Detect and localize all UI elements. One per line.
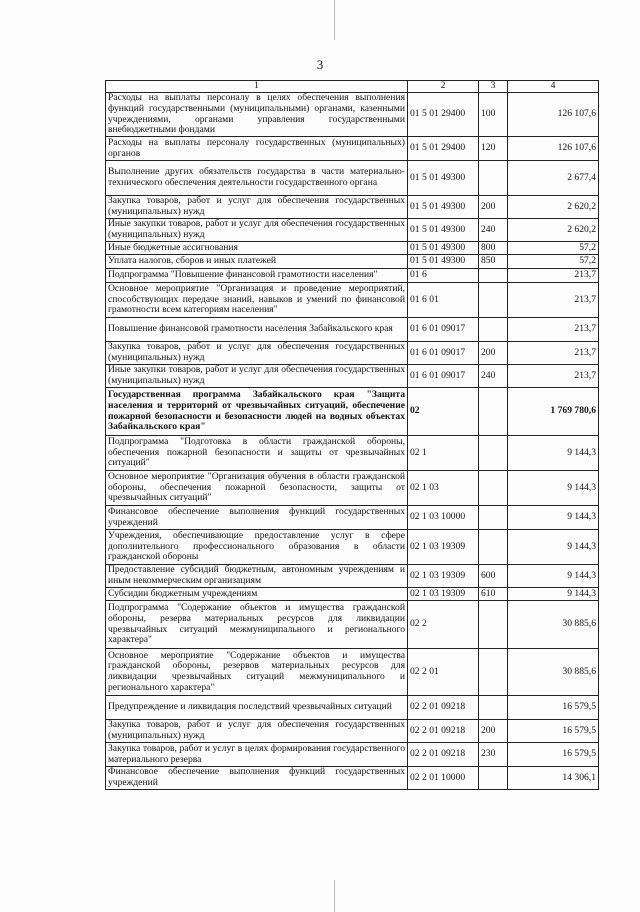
row-code-cell: 01 5 01 49300 xyxy=(408,242,479,255)
row-type-cell xyxy=(479,318,508,342)
table-row xyxy=(106,720,599,743)
row-name-cell: Подпрограмма "Содержание объектов и имущества гражданской обороны, резерва материальных ресурсов для ликвидации чрезвычайных ситуаций межмуниципального и регионального характера" xyxy=(106,601,408,649)
row-sum-cell: 126 107,6 xyxy=(508,93,599,137)
table-row xyxy=(106,471,599,506)
row-type-cell: 610 xyxy=(479,588,508,601)
row-sum-cell: 1 769 780,6 xyxy=(508,388,599,436)
table-row xyxy=(106,196,599,219)
table-row xyxy=(106,161,599,196)
row-type-cell: 230 xyxy=(479,743,508,767)
row-type-cell xyxy=(479,767,508,790)
row-sum-cell: 9 144,3 xyxy=(508,436,599,471)
table-row xyxy=(106,649,599,696)
row-code-cell: 02 2 01 10000 xyxy=(408,767,479,790)
table-row xyxy=(106,318,599,342)
row-code-cell: 01 6 01 09017 xyxy=(408,342,479,365)
row-type-cell xyxy=(479,601,508,649)
header-sum: 4 xyxy=(508,81,599,93)
row-type-cell: 200 xyxy=(479,342,508,365)
table-header-row xyxy=(106,81,599,93)
row-type-cell: 100 xyxy=(479,93,508,137)
row-type-cell: 200 xyxy=(479,196,508,219)
table-row xyxy=(106,93,599,137)
row-code-cell: 02 xyxy=(408,388,479,436)
row-sum-cell: 9 144,3 xyxy=(508,471,599,506)
row-sum-cell: 9 144,3 xyxy=(508,565,599,588)
row-type-cell xyxy=(479,506,508,530)
scan-fold-line-bottom xyxy=(334,880,335,912)
row-type-cell xyxy=(479,649,508,696)
row-name-cell: Закупка товаров, работ и услуг в целях формирования государственного материального резерва xyxy=(106,743,408,767)
row-name-cell: Субсидии бюджетным учреждениям xyxy=(106,588,408,601)
row-name-cell: Расходы на выплаты персоналу государственных (муниципальных) органов xyxy=(106,137,408,161)
row-sum-cell: 2 677,4 xyxy=(508,161,599,196)
row-type-cell: 240 xyxy=(479,365,508,388)
row-sum-cell: 57,2 xyxy=(508,242,599,255)
row-name-cell: Повышение финансовой грамотности населения Забайкальского края xyxy=(106,318,408,342)
row-code-cell: 02 1 03 10000 xyxy=(408,506,479,530)
row-sum-cell: 213,7 xyxy=(508,318,599,342)
row-name-cell: Основное мероприятие "Организация обучения в области гражданской обороны, обеспечения пожарной безопасности, защиты от чрезвычайных ситуаций" xyxy=(106,471,408,506)
row-sum-cell: 16 579,5 xyxy=(508,720,599,743)
row-sum-cell: 16 579,5 xyxy=(508,696,599,720)
table-row xyxy=(106,743,599,767)
row-type-cell xyxy=(479,269,508,283)
row-name-cell: Государственная программа Забайкальского края "Защита населения и территорий от чрезвычайных ситуаций, обеспечение пожарной безопасности и безопасности людей на водных объектах Забайкальского края" xyxy=(106,388,408,436)
row-code-cell: 01 6 01 xyxy=(408,283,479,318)
row-name-cell: Основное мероприятие "Организация и проведение мероприятий, способствующих передаче знаний, навыков и умений по финансовой грамотности всем категориям населения" xyxy=(106,283,408,318)
table-row xyxy=(106,219,599,242)
table-row xyxy=(106,530,599,565)
row-code-cell: 02 1 03 19309 xyxy=(408,530,479,565)
row-code-cell: 01 6 01 09017 xyxy=(408,318,479,342)
row-type-cell: 240 xyxy=(479,219,508,242)
row-name-cell: Иные закупки товаров, работ и услуг для обеспечения государственных (муниципальных) нужд xyxy=(106,365,408,388)
row-code-cell: 01 5 01 29400 xyxy=(408,137,479,161)
table-row xyxy=(106,696,599,720)
row-code-cell: 02 2 xyxy=(408,601,479,649)
table-row xyxy=(106,242,599,255)
row-code-cell: 02 1 03 xyxy=(408,471,479,506)
table-row xyxy=(106,565,599,588)
row-name-cell: Предупреждение и ликвидация последствий чрезвычайных ситуаций xyxy=(106,696,408,720)
header-type: 3 xyxy=(479,81,508,93)
row-code-cell: 01 6 01 09017 xyxy=(408,365,479,388)
row-type-cell xyxy=(479,471,508,506)
row-code-cell: 02 1 xyxy=(408,436,479,471)
page-number: 3 xyxy=(316,57,324,72)
row-type-cell: 800 xyxy=(479,242,508,255)
row-sum-cell: 213,7 xyxy=(508,365,599,388)
row-name-cell: Предоставление субсидий бюджетным, автономным учреждениям и иным некоммерческим организациям xyxy=(106,565,408,588)
row-code-cell: 01 6 xyxy=(408,269,479,283)
row-sum-cell: 2 620,2 xyxy=(508,196,599,219)
row-code-cell: 02 1 03 19309 xyxy=(408,565,479,588)
row-name-cell: Расходы на выплаты персоналу в целях обеспечения выполнения функций государственными (муниципальными) органами, казенными учреждениями, органами управления государственными внебюджетными фондами xyxy=(106,93,408,137)
table-row xyxy=(106,601,599,649)
row-sum-cell: 126 107,6 xyxy=(508,137,599,161)
row-sum-cell: 213,7 xyxy=(508,342,599,365)
row-name-cell: Закупка товаров, работ и услуг для обеспечения государственных (муниципальных) нужд xyxy=(106,720,408,743)
row-code-cell: 01 5 01 29400 xyxy=(408,93,479,137)
table-row xyxy=(106,436,599,471)
row-type-cell: 850 xyxy=(479,255,508,269)
row-name-cell: Подпрограмма "Повышение финансовой грамотности населения" xyxy=(106,269,408,283)
row-type-cell xyxy=(479,388,508,436)
row-code-cell: 01 5 01 49300 xyxy=(408,255,479,269)
row-sum-cell: 30 885,6 xyxy=(508,601,599,649)
table-row xyxy=(106,388,599,436)
row-type-cell xyxy=(479,436,508,471)
row-code-cell: 01 5 01 49300 xyxy=(408,219,479,242)
table-row xyxy=(106,137,599,161)
row-code-cell: 01 5 01 49300 xyxy=(408,196,479,219)
row-sum-cell: 2 620,2 xyxy=(508,219,599,242)
row-type-cell xyxy=(479,283,508,318)
table-row xyxy=(106,342,599,365)
row-sum-cell: 14 306,1 xyxy=(508,767,599,790)
table-row xyxy=(106,588,599,601)
scan-fold-line-top xyxy=(334,0,335,40)
row-name-cell: Закупка товаров, работ и услуг для обеспечения государственных (муниципальных) нужд xyxy=(106,196,408,219)
row-code-cell: 02 2 01 xyxy=(408,649,479,696)
row-code-cell: 02 2 01 09218 xyxy=(408,696,479,720)
row-code-cell: 02 2 01 09218 xyxy=(408,743,479,767)
row-name-cell: Иные бюджетные ассигнования xyxy=(106,242,408,255)
row-sum-cell: 30 885,6 xyxy=(508,649,599,696)
header-name: 1 xyxy=(106,81,408,93)
row-code-cell: 01 5 01 49300 xyxy=(408,161,479,196)
table-row xyxy=(106,283,599,318)
header-code: 2 xyxy=(408,81,479,93)
row-code-cell: 02 1 03 19309 xyxy=(408,588,479,601)
table-row xyxy=(106,255,599,269)
row-sum-cell: 9 144,3 xyxy=(508,506,599,530)
row-name-cell: Иные закупки товаров, работ и услуг для обеспечения государственных (муниципальных) нужд xyxy=(106,219,408,242)
row-sum-cell: 213,7 xyxy=(508,269,599,283)
row-sum-cell: 57,2 xyxy=(508,255,599,269)
row-name-cell: Финансовое обеспечение выполнения функций государственных учреждений xyxy=(106,506,408,530)
table-row xyxy=(106,767,599,790)
row-sum-cell: 9 144,3 xyxy=(508,530,599,565)
row-name-cell: Учреждения, обеспечивающие предоставление услуг в сфере дополнительного профессионального образования в области гражданской обороны xyxy=(106,530,408,565)
row-name-cell: Финансовое обеспечение выполнения функций государственных учреждений xyxy=(106,767,408,790)
row-name-cell: Подпрограмма "Подготовка в области гражданской обороны, обеспечения пожарной безопасности и защиты от чрезвычайных ситуаций" xyxy=(106,436,408,471)
row-sum-cell: 213,7 xyxy=(508,283,599,318)
row-name-cell: Основное мероприятие "Содержание объектов и имущества гражданской обороны, резервов материальных ресурсов для ликвидации чрезвычайных ситуаций межмуниципального и регионального характера" xyxy=(106,649,408,696)
row-type-cell xyxy=(479,161,508,196)
row-name-cell: Выполнение других обязательств государства в части материально-технического обеспечения деятельности государственного органа xyxy=(106,161,408,196)
row-type-cell xyxy=(479,530,508,565)
row-sum-cell: 16 579,5 xyxy=(508,743,599,767)
row-type-cell xyxy=(479,696,508,720)
row-name-cell: Закупка товаров, работ и услуг для обеспечения государственных (муниципальных) нужд xyxy=(106,342,408,365)
row-code-cell: 02 2 01 09218 xyxy=(408,720,479,743)
table-row xyxy=(106,269,599,283)
row-type-cell: 120 xyxy=(479,137,508,161)
row-name-cell: Уплата налогов, сборов и иных платежей xyxy=(106,255,408,269)
row-sum-cell: 9 144,3 xyxy=(508,588,599,601)
row-type-cell: 600 xyxy=(479,565,508,588)
row-type-cell: 200 xyxy=(479,720,508,743)
table-row xyxy=(106,506,599,530)
table-row xyxy=(106,365,599,388)
budget-table xyxy=(105,80,599,790)
